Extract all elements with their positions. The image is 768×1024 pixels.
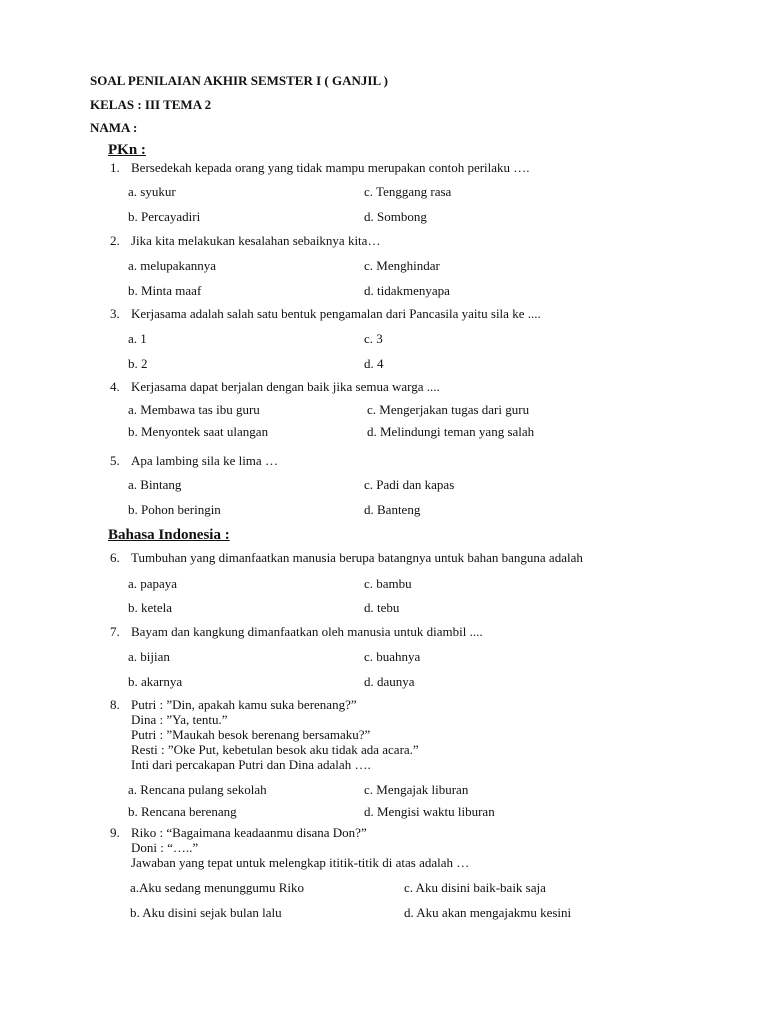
question-text: Jika kita melakukan kesalahan sebaiknya kita… xyxy=(131,233,381,248)
dialogue-line: Resti : ”Oke Put, kebetulan besok aku tidak ada acara.” xyxy=(131,742,419,757)
section-bahasa-heading: Bahasa Indonesia : xyxy=(108,527,230,543)
dialogue-line: Riko : “Bagaimana keadaanmu disana Don?” xyxy=(131,825,367,840)
option-d: d. tebu xyxy=(364,600,400,615)
option-d: d. Melindungi teman yang salah xyxy=(367,424,535,439)
option-c: c. Tenggang rasa xyxy=(364,184,452,199)
option-d: d. 4 xyxy=(364,356,384,371)
option-b: b. Aku disini sejak bulan lalu xyxy=(130,905,282,920)
option-a: a. bijian xyxy=(128,649,170,664)
option-b: b. Minta maaf xyxy=(128,283,202,298)
option-d: d. Sombong xyxy=(364,209,427,224)
question-number: 8. xyxy=(110,697,120,712)
question-number: 2. xyxy=(110,233,120,248)
question-number: 5. xyxy=(110,453,120,468)
dialogue-line: Putri : ”Din, apakah kamu suka berenang?” xyxy=(131,697,357,712)
dialogue-line: Doni : “…..” xyxy=(131,840,199,855)
name-field-label: NAMA : xyxy=(90,120,138,135)
option-d: d. Banteng xyxy=(364,502,421,517)
option-c: c. Aku disini baik-baik saja xyxy=(404,880,546,895)
option-a: a. Rencana pulang sekolah xyxy=(128,782,267,797)
option-a: a. melupakannya xyxy=(128,258,217,273)
option-a: a. syukur xyxy=(128,184,176,199)
option-b: b. Pohon beringin xyxy=(128,502,221,517)
option-a: a. papaya xyxy=(128,576,178,591)
option-a: a. Bintang xyxy=(128,477,182,492)
question-number: 9. xyxy=(110,825,120,840)
option-d: d. Mengisi waktu liburan xyxy=(364,804,495,819)
question-text: Bersedekah kepada orang yang tidak mampu merupakan contoh perilaku …. xyxy=(131,160,530,175)
option-d: d. tidakmenyapa xyxy=(364,283,450,298)
option-d: d. daunya xyxy=(364,674,415,689)
question-text: Jawaban yang tepat untuk melengkap ititik-titik di atas adalah … xyxy=(131,855,470,870)
option-b: b. 2 xyxy=(128,356,148,371)
option-b: b. Menyontek saat ulangan xyxy=(128,424,269,439)
question-text: Kerjasama adalah salah satu bentuk pengamalan dari Pancasila yaitu sila ke .... xyxy=(131,306,541,321)
dialogue-line: Dina : ”Ya, tentu.” xyxy=(131,712,228,727)
option-c: c. bambu xyxy=(364,576,412,591)
option-a: a. Membawa tas ibu guru xyxy=(128,402,260,417)
option-c: c. 3 xyxy=(364,331,383,346)
option-b: b. ketela xyxy=(128,600,173,615)
section-pkn-heading: PKn : xyxy=(108,142,146,158)
question-number: 3. xyxy=(110,306,120,321)
question-text: Apa lambing sila ke lima … xyxy=(131,453,278,468)
option-c: c. Menghindar xyxy=(364,258,440,273)
option-a: a. 1 xyxy=(128,331,147,346)
option-c: c. Mengajak liburan xyxy=(364,782,469,797)
option-d: d. Aku akan mengajakmu kesini xyxy=(404,905,572,920)
exam-title: SOAL PENILAIAN AKHIR SEMSTER I ( GANJIL ) xyxy=(90,73,388,88)
question-number: 4. xyxy=(110,379,120,394)
question-text: Inti dari percakapan Putri dan Dina adalah …. xyxy=(131,757,371,772)
option-b: b. akarnya xyxy=(128,674,183,689)
question-number: 6. xyxy=(110,550,120,565)
class-info: KELAS : III TEMA 2 xyxy=(90,97,212,112)
option-b: b. Rencana berenang xyxy=(128,804,237,819)
option-c: c. Mengerjakan tugas dari guru xyxy=(367,402,530,417)
question-number: 7. xyxy=(110,624,120,639)
option-c: c. Padi dan kapas xyxy=(364,477,455,492)
question-text: Kerjasama dapat berjalan dengan baik jika semua warga .... xyxy=(131,379,440,394)
option-c: c. buahnya xyxy=(364,649,421,664)
option-a: a.Aku sedang menunggumu Riko xyxy=(130,880,305,895)
question-number: 1. xyxy=(110,160,120,175)
dialogue-line: Putri : ”Maukah besok berenang bersamaku?” xyxy=(131,727,371,742)
question-text: Tumbuhan yang dimanfaatkan manusia berupa batangnya untuk bahan banguna adalah xyxy=(131,550,583,565)
question-text: Bayam dan kangkung dimanfaatkan oleh manusia untuk diambil .... xyxy=(131,624,483,639)
option-b: b. Percayadiri xyxy=(128,209,201,224)
